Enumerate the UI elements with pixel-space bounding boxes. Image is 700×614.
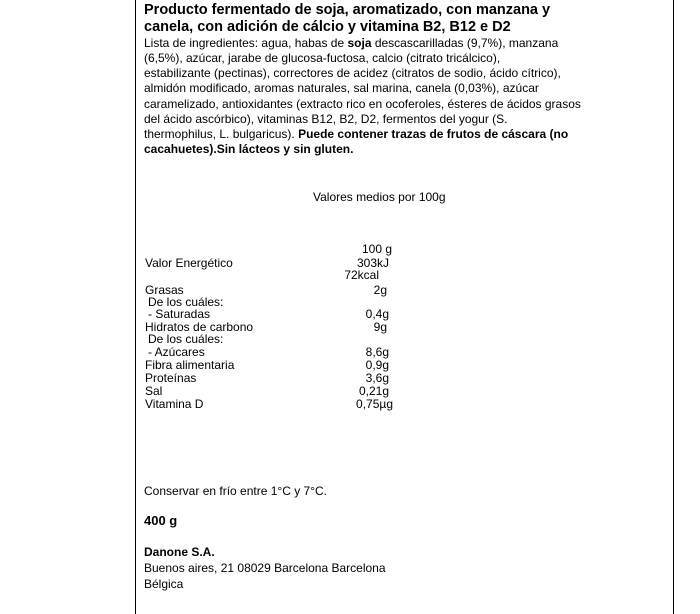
ingredients-line-7: thermophilus, L. bulgaricus). Puede contener trazas de frutos de cáscara (no [144, 127, 569, 141]
ingredients-line-2: (6,5%), azúcar, jarabe de glucosa-fuctosa, calcio (citrato tricálcico), [144, 51, 501, 65]
nutrition-row-label: Hidratos de carbono [145, 320, 254, 334]
nutrition-row-value: 0,75µg [356, 397, 393, 411]
nutrition-row-label: Valor Energético [145, 256, 233, 270]
nutrition-row-value: 8,6g [365, 345, 389, 359]
nutrition-row-label: - Saturadas [148, 307, 211, 321]
company-country: Bélgica [144, 577, 184, 591]
ingredients-line-3: estabilizante (pectinas), correctores de acidez (citratos de sodio, ácido cítrico), [144, 66, 561, 80]
nutrition-row-label: Vitamina D [145, 397, 204, 411]
nutrition-row-value: 9g [373, 320, 387, 334]
product-title-line-2: canela, con adición de cálcio y vitamina B2, B12 e D2 [144, 19, 511, 35]
nutrition-row-label: Proteínas [145, 371, 197, 385]
company-address: Buenos aires, 21 08029 Barcelona Barcelona [144, 561, 386, 575]
nutrition-row-label: - Azúcares [148, 345, 205, 359]
nutrition-row-value: 0,9g [365, 358, 389, 372]
nutrition-row-value: 303kJ [356, 256, 389, 270]
nutrition-row-label: De los cuáles: [148, 295, 224, 309]
net-weight: 400 g [144, 513, 178, 528]
nutrition-row-label: De los cuáles: [148, 332, 224, 346]
ingredients-line-5: caramelizado, antioxidantes (extracto rico en ocoferoles, ésteres de ácidos grasos [144, 97, 581, 111]
nutrition-row-value: 3,6g [365, 371, 389, 385]
nutrition-row-value: 0,21g [358, 384, 389, 398]
nutrition-row-label: Grasas [145, 283, 184, 297]
nutrition-row-label: Sal [145, 384, 163, 398]
nutrition-row-value: 72kcal [344, 268, 379, 282]
ingredients-line-1: Lista de ingredientes: agua, habas de soja descascarilladas (9,7%), manzana [144, 36, 559, 50]
nutrition-column-header: 100 g [362, 242, 393, 256]
company-name: Danone S.A. [144, 545, 215, 559]
ingredients-line-8: cacahuetes).Sin lácteos y sin gluten. [144, 142, 354, 156]
nutrition-header: Valores medios por 100g [313, 190, 446, 204]
ingredients-line-6: del ácido ascórbico), vitaminas B12, B2, D2, fermentos del yogur (S. [144, 112, 508, 126]
product-title-line-1: Producto fermentado de soja, aromatizado, con manzana y [144, 2, 551, 18]
nutrition-row-value: 0,4g [365, 307, 389, 321]
nutrition-row-label: Fibra alimentaria [145, 358, 235, 372]
storage-instructions: Conservar en frío entre 1°C y 7°C. [144, 484, 328, 498]
nutrition-row-value: 2g [373, 283, 387, 297]
ingredients-line-4: almidón modificado, aromas naturales, sal marina, canela (0,03%), azúcar [144, 81, 539, 95]
